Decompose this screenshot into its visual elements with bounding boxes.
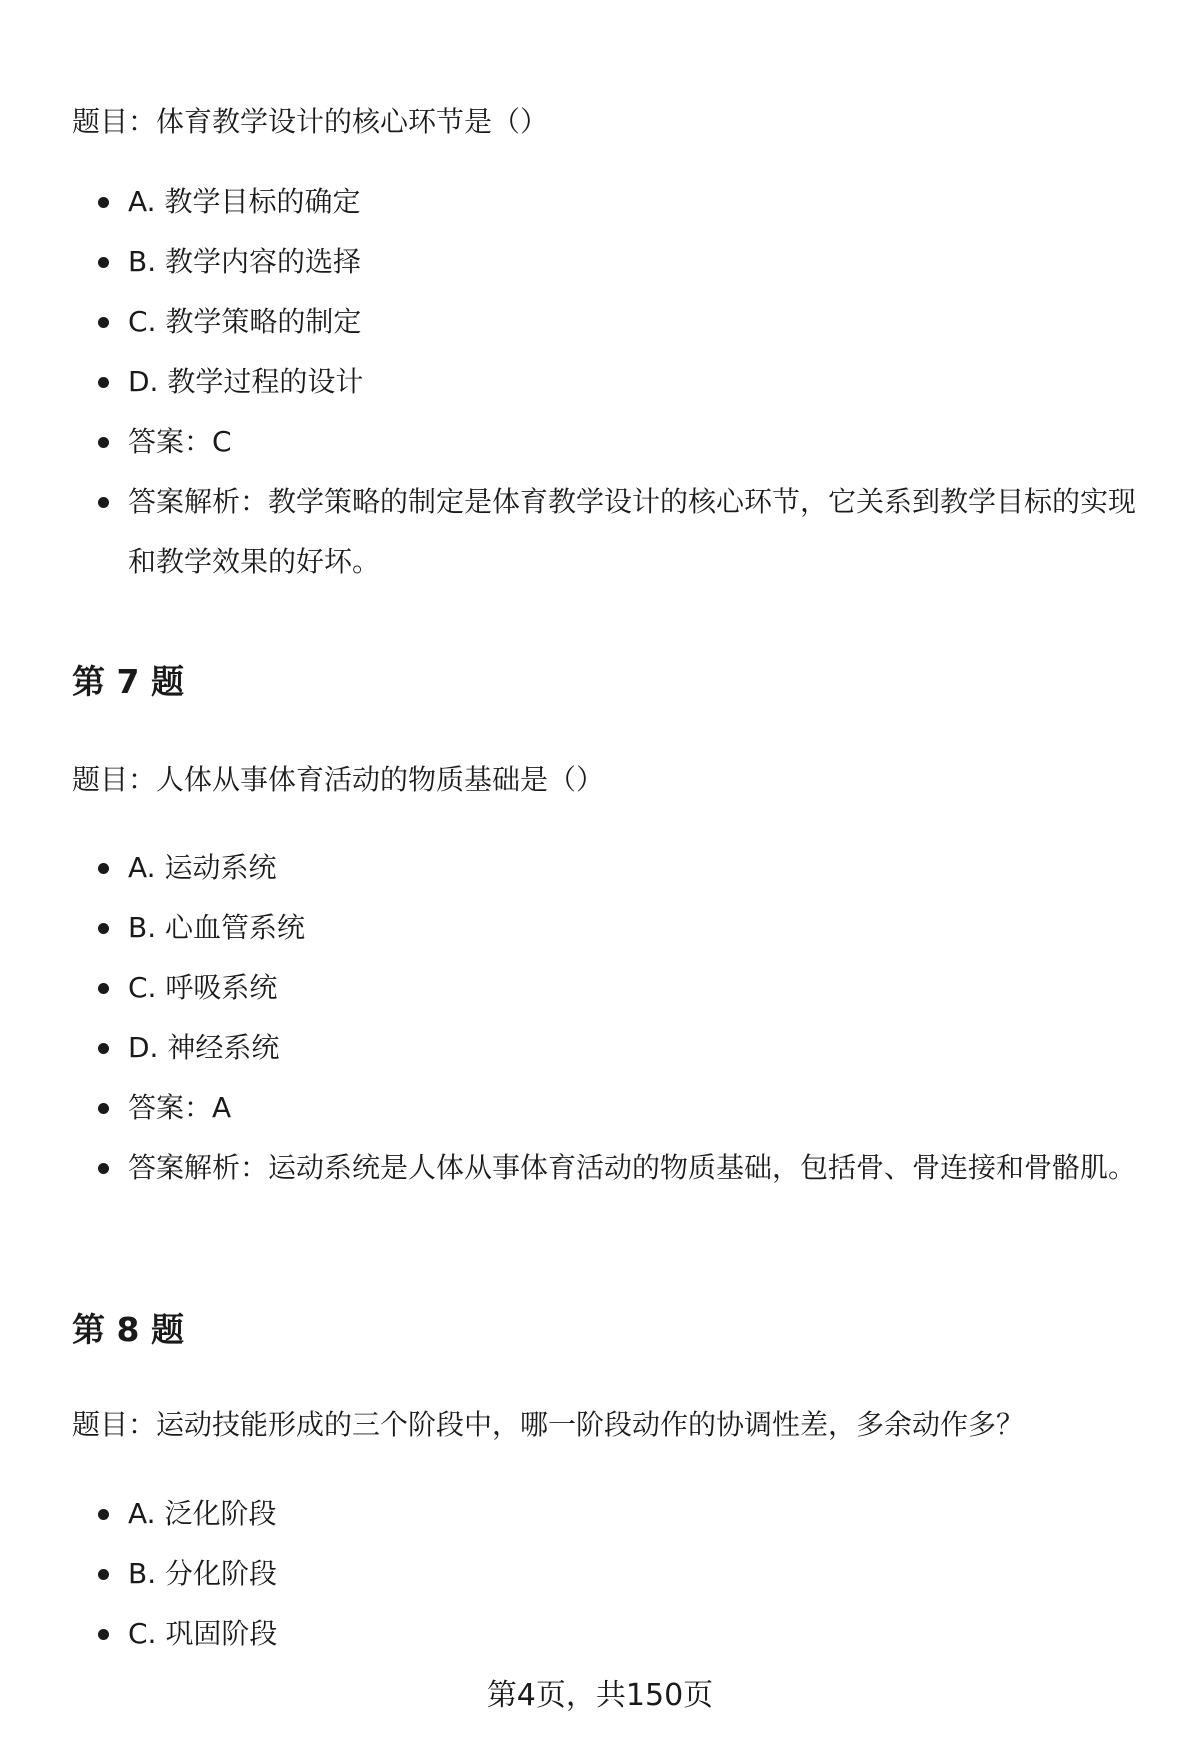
question-7-answer: 答案：A (72, 1078, 1147, 1138)
question-8-heading: 第 8 题 (72, 1310, 184, 1349)
question-7-option-c: C. 呼吸系统 (72, 958, 1147, 1018)
question-6-options (72, 172, 1147, 592)
question-6-answer: 答案：C (72, 412, 1147, 472)
question-6-option-d: D. 教学过程的设计 (72, 352, 1147, 412)
question-6-option-b: B. 教学内容的选择 (72, 232, 1147, 292)
question-6-option-a: A. 教学目标的确定 (72, 172, 1147, 232)
question-8-option-c: C. 巩固阶段 (72, 1604, 1147, 1664)
question-8-stem: 题目：运动技能形成的三个阶段中，哪一阶段动作的协调性差，多余动作多？ (72, 1408, 1025, 1441)
question-7-options (72, 838, 1147, 1198)
question-6-explanation: 答案解析：教学策略的制定是体育教学设计的核心环节，它关系到教学目标的实现和教学效果的好坏。 (72, 472, 1147, 592)
question-8-options (72, 1484, 1147, 1664)
page-number-footer: 第4页，共150页 (486, 1678, 714, 1713)
question-7-explanation: 答案解析：运动系统是人体从事体育活动的物质基础，包括骨、骨连接和骨骼肌。 (72, 1138, 1147, 1198)
question-7-option-d: D. 神经系统 (72, 1018, 1147, 1078)
question-6-option-c: C. 教学策略的制定 (72, 292, 1147, 352)
question-8-option-a: A. 泛化阶段 (72, 1484, 1147, 1544)
question-7-option-b: B. 心血管系统 (72, 898, 1147, 958)
question-6-stem: 题目：体育教学设计的核心环节是（） (72, 105, 549, 138)
question-7-option-a: A. 运动系统 (72, 838, 1147, 898)
question-8-option-b: B. 分化阶段 (72, 1544, 1147, 1604)
question-7-heading: 第 7 题 (72, 662, 184, 701)
question-7-stem: 题目：人体从事体育活动的物质基础是（） (72, 763, 605, 796)
